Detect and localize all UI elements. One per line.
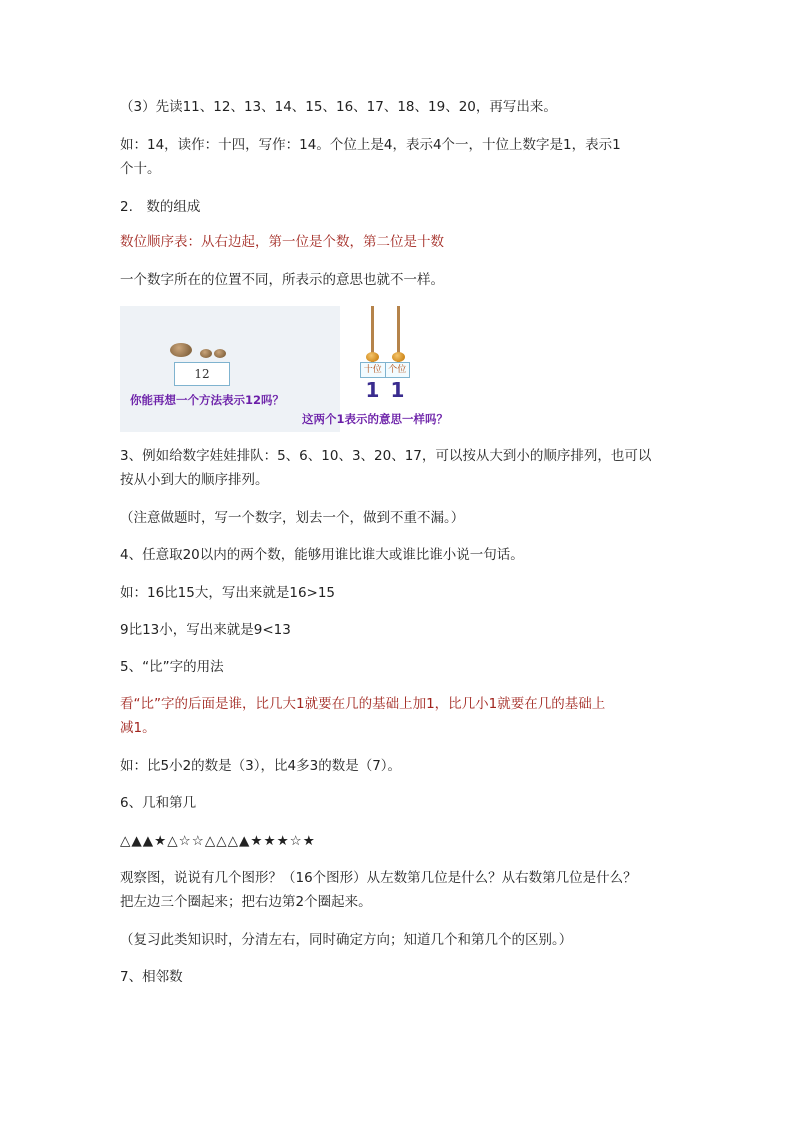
paragraph-ordering-cont: 按从小到大的顺序排列。: [120, 472, 269, 488]
tens-label: 十位: [363, 365, 382, 375]
paragraph-ordering: 3、例如给数字娃娃排队：5、6、10、3、20、17，可以按从大到小的顺序排列，也可以: [120, 448, 652, 464]
tens-bead: [366, 352, 379, 362]
paragraph-bi-example: 如：比5小2的数是（3），比4多3的数是（7）。: [120, 758, 402, 774]
ones-digit: 1: [390, 378, 405, 402]
place-value-labels: [360, 362, 410, 378]
paragraph-read-write: （3）先读11、12、13、14、15、16、17、18、19、20，再写出来。: [120, 99, 557, 115]
abacus-digits: [360, 378, 410, 402]
paragraph-compare: 4、任意取20以内的两个数，能够用谁比谁大或谁比谁小说一句话。: [120, 547, 524, 563]
paragraph-compare-example-2: 9比13小，写出来就是9<13: [120, 622, 291, 638]
ones-label: 个位: [385, 363, 410, 377]
paragraph-place-value-order: 数位顺序表：从右边起，第一位是个数，第二位是十数: [120, 234, 444, 250]
section-heading-adjacent: 7、相邻数: [120, 969, 183, 985]
shape-sequence: △▲▲★△☆☆△△△▲★★★☆★: [120, 833, 316, 849]
small-stone: [200, 349, 212, 358]
number-card: 12: [174, 362, 230, 386]
abacus-panel: [302, 300, 460, 432]
section-heading-ordinal: 6、几和第几: [120, 795, 197, 811]
paragraph-example-14-cont: 个十。: [120, 161, 161, 177]
paragraph-compare-example-1: 如：16比15大，写出来就是16>15: [120, 585, 336, 601]
small-stone: [214, 349, 226, 358]
question-left: 你能再想一个方法表示12吗？: [130, 393, 285, 407]
paragraph-observe-cont: 把左边三个圈起来；把右边第2个圈起来。: [120, 894, 372, 910]
paragraph-observe: 观察图，说说有几个图形？（16个图形）从左数第几位是什么？从右数第几位是什么？: [120, 870, 637, 886]
paragraph-note: （注意做题时，写一个数字，划去一个，做到不重不漏。）: [120, 510, 465, 526]
question-right: 这两个1表示的意思一样吗？: [302, 412, 449, 426]
paragraph-position-meaning: 一个数字所在的位置不同，所表示的意思也就不一样。: [120, 272, 444, 288]
ones-bead: [392, 352, 405, 362]
paragraph-example-14: 如：14，读作：十四，写作：14。个位上是4，表示4个一，十位上数字是1，表示1: [120, 137, 621, 153]
paragraph-bi-rule-cont: 减1。: [120, 720, 156, 736]
section-heading-bi: 5、“比”字的用法: [120, 659, 224, 675]
large-stone: [170, 343, 192, 357]
paragraph-bi-rule: 看“比”字的后面是谁，比几大1就要在几的基础上加1，比几小1就要在几的基础上: [120, 696, 606, 712]
tens-digit: 1: [365, 378, 380, 402]
place-value-illustration: [120, 306, 460, 432]
paragraph-review-note: （复习此类知识时，分清左右，同时确定方向；知道几个和第几个的区别。）: [120, 932, 573, 948]
section-heading-composition: 2. 数的组成: [120, 199, 201, 215]
